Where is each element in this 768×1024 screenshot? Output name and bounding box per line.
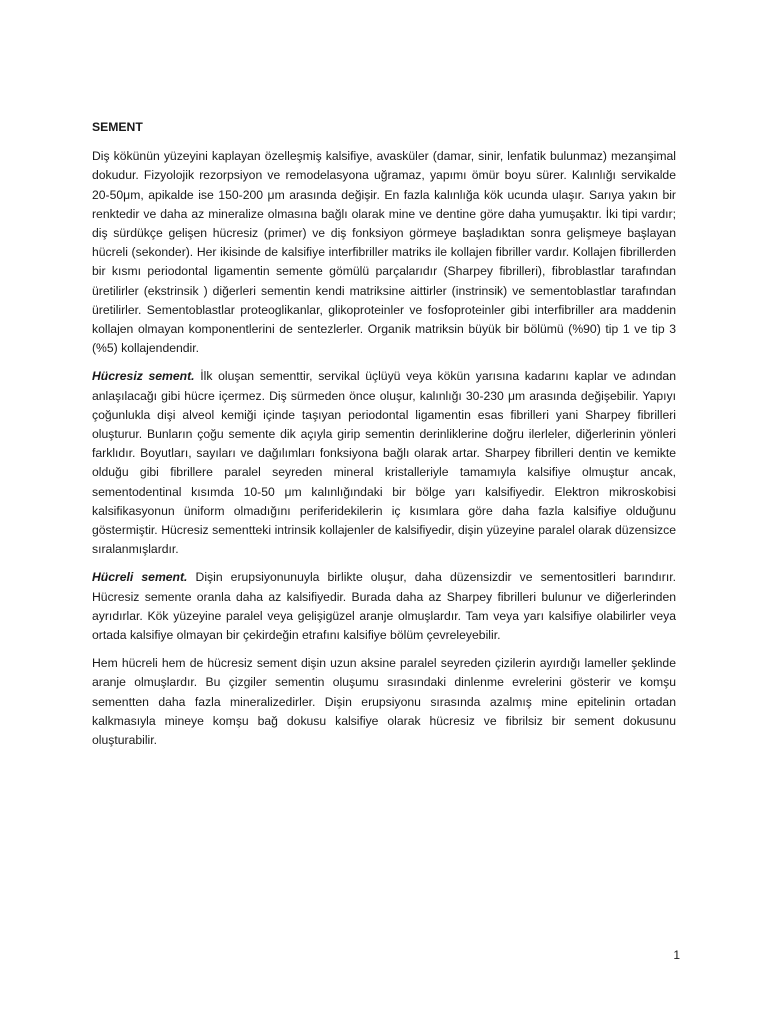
document-title: SEMENT <box>92 120 143 134</box>
paragraph-lamellae <box>92 654 676 750</box>
paragraph-text: Dişin erupsiyonunuyla birlikte oluşur, daha düzensizdir ve sementositleri barındırır. Hücresiz semente oranla daha az kalsifiyedir. Burada daha az Sharpey fibrilleri bulunur ve diğerlerinden ayrıdırlar. Kök yüzeyine paralel veya gelişigüzel aranje olmuşlardır. Tam veya yarı kalsifiye olabilirler veya ortada kalsifiye olmayan bir çekirdeğin etrafını kalsifiye bölüm çevreleyebilir. <box>92 570 677 643</box>
paragraph-text: Hem hücreli hem de hücresiz sement dişin uzun aksine paralel seyreden çizilerin ayırdığı lameller şeklinde aranje olmuşlardır. Bu çizgiler sementin oluşumu sırasındaki dinlenme evrelerini gösterir ve komşu sementten daha fazla mineralizedirler. Dişin erupsiyonu sırasında azalmış mine epitelinin ortadan kalkmasıyla mineye komşu bağ dokusu kalsifiye olarak hücresiz ve fibrilsiz bir sement dokusunu oluşturabilir. <box>92 656 676 748</box>
document-body <box>92 118 676 759</box>
paragraph-lead: Hücreli sement. <box>92 570 188 585</box>
paragraph-intro <box>92 147 676 358</box>
paragraph-lead: Hücresiz sement. <box>92 369 195 384</box>
paragraph-text: Diş kökünün yüzeyini kaplayan özelleşmiş kalsifiye, avasküler (damar, sinir, lenfatik bulunmaz) mezanşimal dokudur. Fizyolojik rezorpsiyon ve remodelasyona uğramaz, yapımı ömür boyu sürer. Kalınlığı servikalde 20-50μm, apikalde ise 150-200 μm arasında değişir. En fazla kalınlığa kök ucunda ulaşır. Sarıya yakın bir renktedir ve daha az mineralize olmasına bağlı olarak mine ve dentine göre daha yumuşaktır. İki tipi vardır; diş sürdükçe gelişen hücresiz (primer) ve diş fonksiyon görmeye başladıktan sonra gelişmeye başlayan hücreli (sekonder). Her ikisinde de kalsifiye interfibriller matriks ile kollajen fibriller vardır. Kollajen fibrillerden bir kısmı periodontal ligamentin semente gömülü parçalarıdır (Sharpey fibrilleri), fibroblastlar tarafından üretilirler (ekstrinsik ) diğerleri sementin kendi matriksine aittirler (instrinsik) ve sementoblastlar tarafından üretilirler. Sementoblastlar proteoglikanlar, glikoproteinler ve fosfoproteinler gibi interfibriller ara maddenin kollajen olmayan komponentlerini de sentezlerler. Organik matriksin büyük bir bölümü (%90) tip 1 ve tip 3 (%5) kollajendendir. <box>92 149 676 356</box>
paragraph-text: İlk oluşan sementtir, servikal üçlüyü veya kökün yarısına kadarını kaplar ve adından anlaşılacağı gibi hücre içermez. Diş sürmeden önce oluşur, kalınlığı 30-230 μm arasında değişebilir. Yapıyı çoğunlukla dişi alveol kemiği içinde taşıyan periodontal ligamentin esas fibrilleri yani Sharpey fibrilleri oluşturur. Bunların çoğu semente dik açıyla girip sementin derinliklerine doğru ilerleler, diğerlerinin yönleri farklıdır. Boyutları, sayıları ve dağılımları fonksiyona bağlı olarak artar. Sharpey fibrilleri dentin ve kemikte olduğu gibi fibrillere paralel seyreden mineral kristalleriyle tamamıyla kalsifiye olmuştur ancak, sementodentinal kısımda 10-50 μm kalınlığındaki bir bölge yarı kalsifiyedir. Elektron mikroskobisi kalsifikasyonun üniform olmadığını periferidekilerin iç kısımlara göre daha fazla kalsifiye olduğunu göstermiştir. Hücresiz sementteki intrinsik kollajenler de kalsifiyedir, dişin yüzeyine paralel olarak düzensizce sıralanmışlardır. <box>92 369 676 557</box>
paragraph-cellular-cementum <box>92 568 676 645</box>
paragraph-acellular-cementum <box>92 367 676 559</box>
page-number: 1 <box>673 948 680 962</box>
